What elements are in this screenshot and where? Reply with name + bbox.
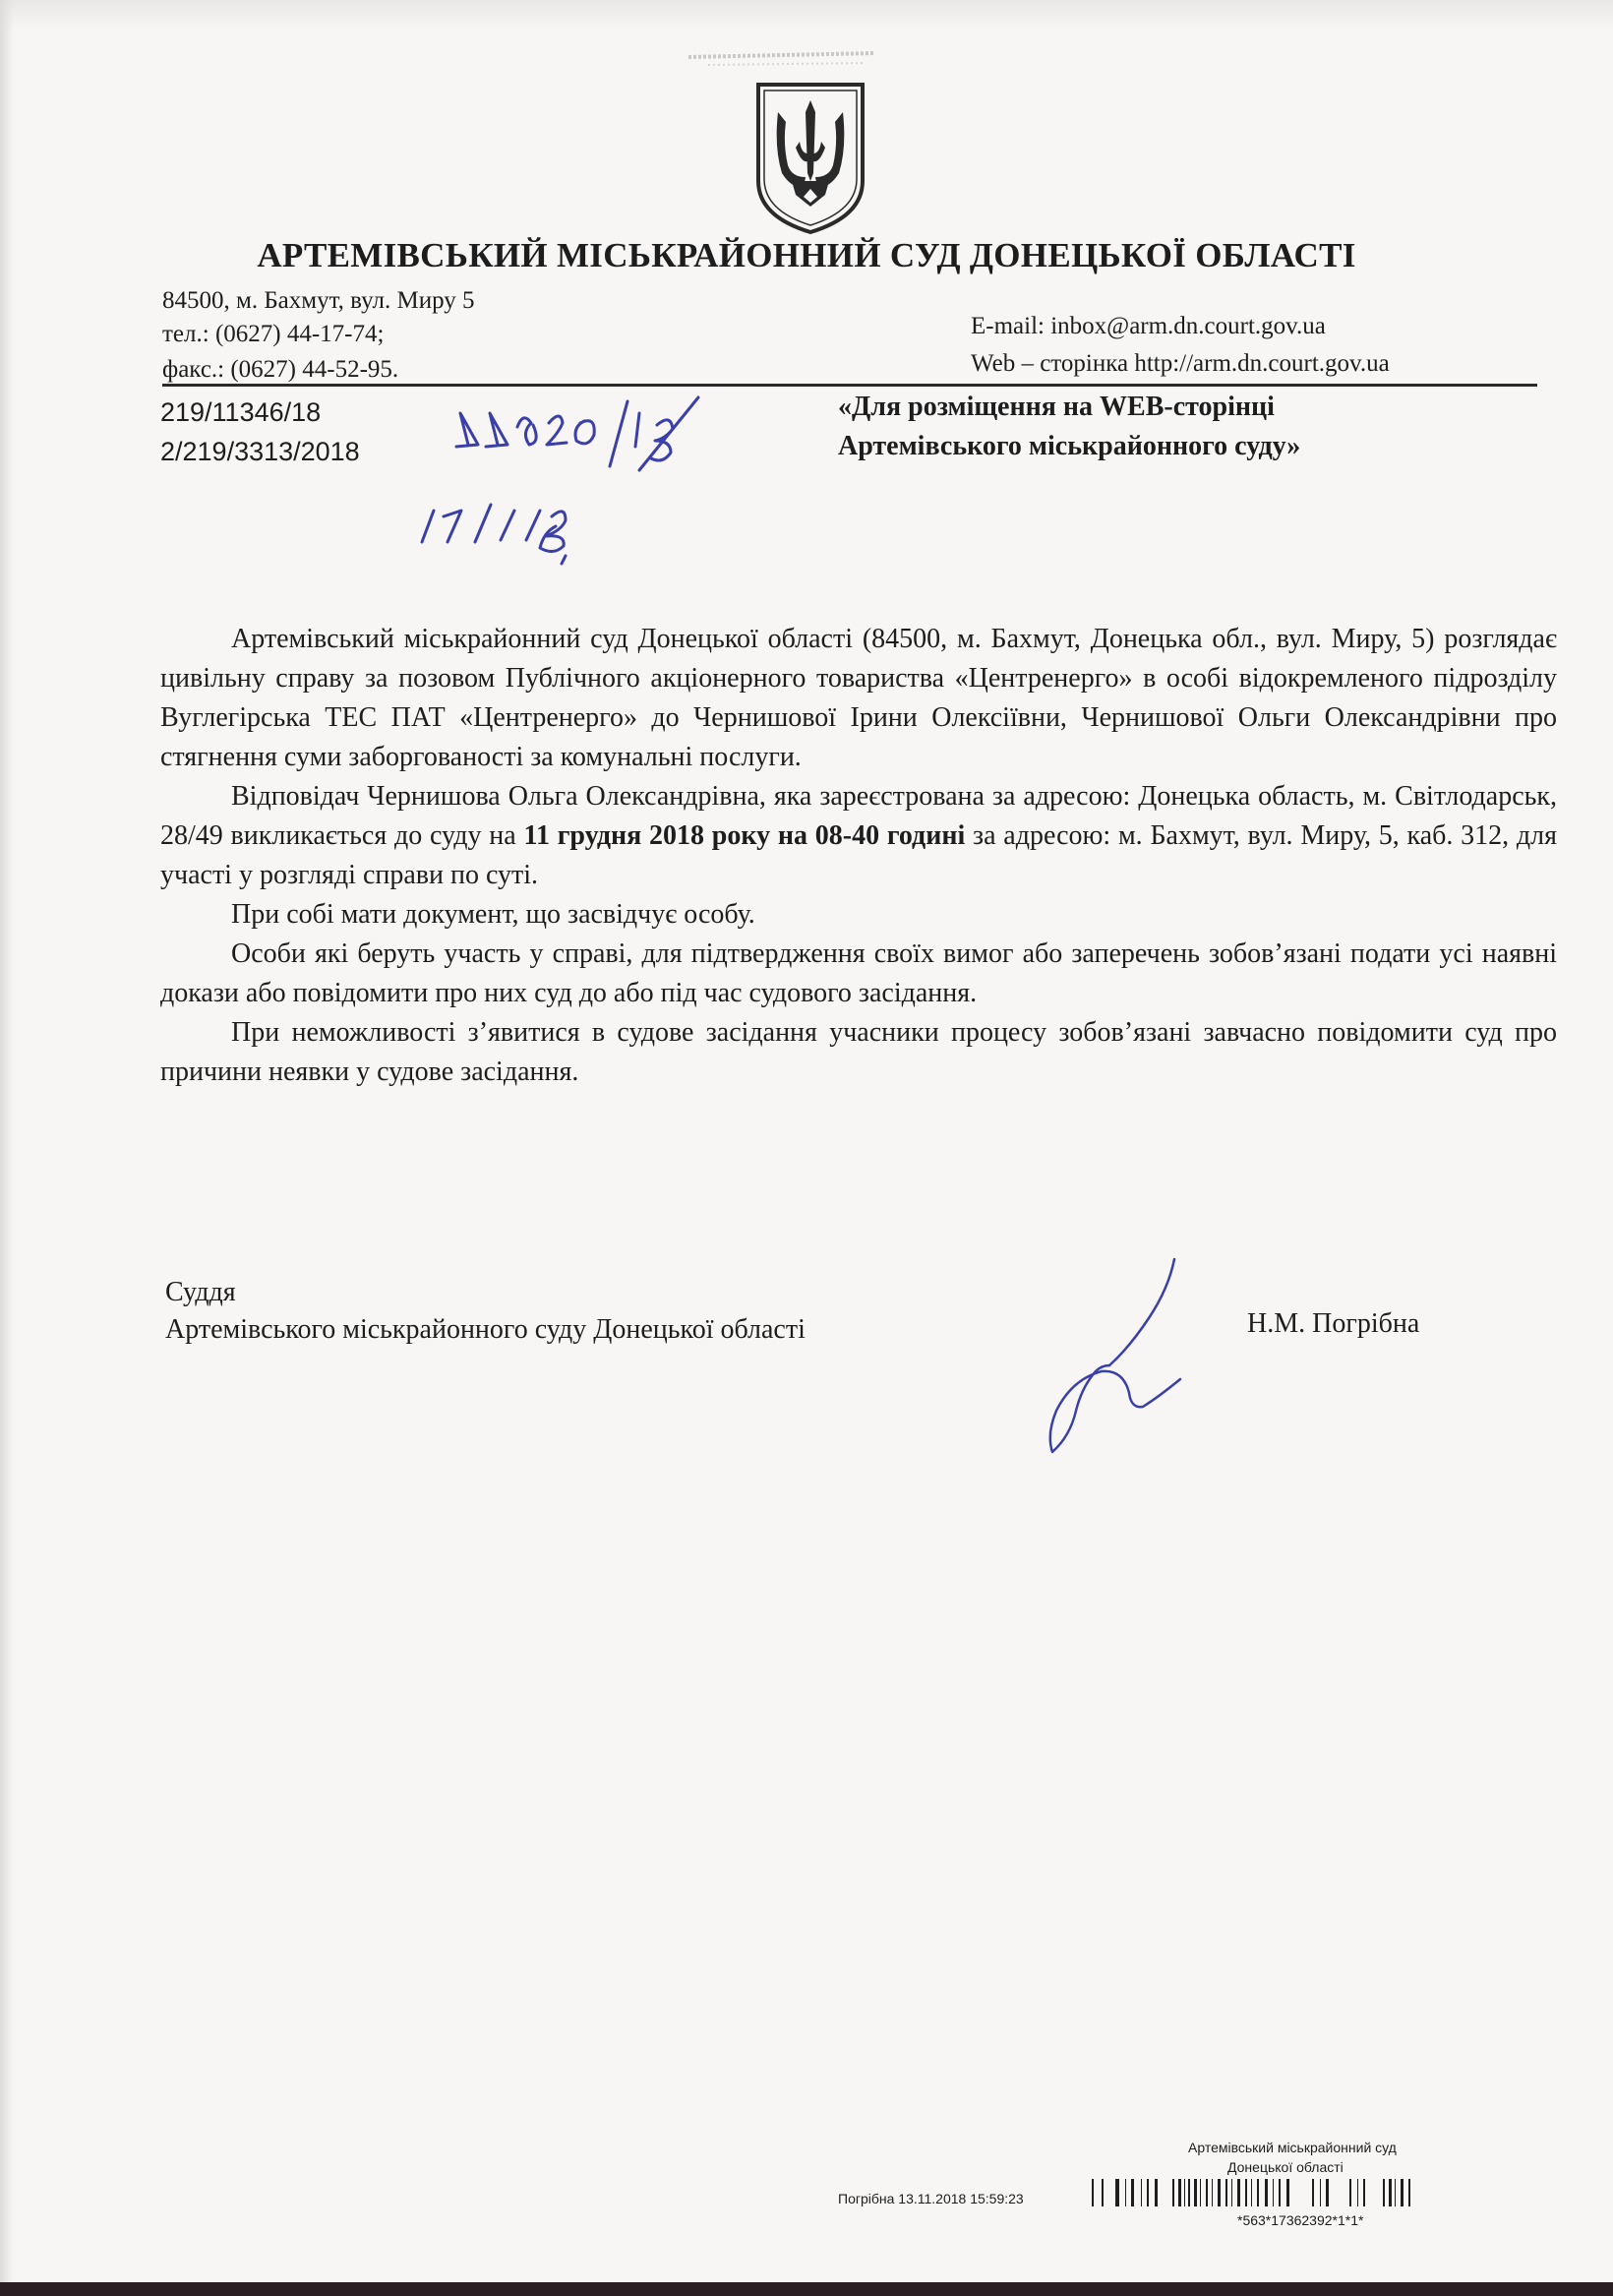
coat-of-arms-icon (752, 79, 868, 236)
body-paragraph-2 (160, 777, 1557, 895)
body-paragraph-3: При собі мати документ, що засвідчує особу. (231, 899, 755, 930)
web-publication-note-line2: Артемівського міськрайонного суду» (838, 431, 1301, 461)
court-title: АРТЕМІВСЬКИЙ МІСЬКРАЙОННИЙ СУД ДОНЕЦЬКОЇ ОБЛАСТІ (257, 236, 1356, 274)
summons-body (160, 620, 1557, 1092)
body-paragraph-2-end: за адресою: м. Бахмут, вул. Миру, 5, каб. 312, для участі у розгляді справи по суті. (160, 820, 1558, 890)
hearing-date-time: 11 грудня 2018 року на 08-40 годині (523, 820, 966, 851)
judge-name: Н.М. Погрібна (1247, 1308, 1420, 1339)
handwritten-date (418, 497, 605, 566)
scan-shadow (0, 0, 1613, 30)
body-paragraph-2-start: Відповідач Чернишова Ольга Олександрівна, яка зареєстрована за адресою: Донецька область, м. Світлодарськ, 28/49 викликається до суду на (160, 781, 1557, 851)
court-email: E-mail: inbox@arm.dn.court.gov.ua (971, 313, 1326, 339)
scan-edge (0, 0, 14, 2282)
body-paragraph-5: При неможливості з’явитися в судове засідання учасники процесу зобов’язані завчасно повідомити суд про причини неявки у судове засідання. (160, 1017, 1557, 1087)
barcode-court-line2: Донецької області (1227, 2159, 1344, 2175)
barcode-number: *563*17362392*1*1* (1237, 2212, 1364, 2228)
signature-role: Суддя (165, 1277, 236, 1307)
court-website: Web – сторінка http://arm.dn.court.gov.ua (971, 350, 1390, 377)
proceeding-number: 2/219/3313/2018 (160, 437, 360, 466)
court-phone: тел.: (0627) 44-17-74; (162, 321, 385, 347)
signature-court: Артемівського міськрайонного суду Донецької області (165, 1314, 806, 1345)
case-number: 219/11346/18 (160, 397, 322, 427)
body-paragraph-1: Артемівський міськрайонний суд Донецької області (84500, м. Бахмут, Донецька обл., вул. Миру, 5) розглядає цивільну справу за позовом Публічного акціонерного товариства «Центренерго» в особі відокремленого підрозділу Вуглегірська ТЕС ПАТ «Центренерго» до Чернишової Ірини Олексіївни, Чернишової Ольги Олександрівни про стягнення суми заборгованості за комунальні послуги. (160, 624, 1557, 772)
barcode-icon (1092, 2177, 1416, 2208)
body-paragraph-4: Особи які беруть участь у справі, для підтвердження своїх вимог або заперечень зобов’язані подати усі наявні докази або повідомити про них суд до або під час судового засідання. (160, 938, 1557, 1008)
barcode-stamp (826, 2130, 1574, 2238)
court-fax: факс.: (0627) 44-52-95. (162, 356, 399, 383)
judge-signature (1033, 1249, 1210, 1466)
header-divider (162, 384, 1537, 387)
handwritten-registration-number (452, 393, 718, 482)
court-address: 84500, м. Бахмут, вул. Миру 5 (162, 287, 475, 314)
scan-mark (679, 39, 885, 79)
barcode-court-line1: Артемівський міськрайонний суд (1188, 2140, 1397, 2155)
web-publication-note: «Для розміщення на WEB-сторінці (838, 392, 1275, 422)
barcode-registration-meta: Погрібна 13.11.2018 15:59:23 (838, 2191, 1024, 2206)
